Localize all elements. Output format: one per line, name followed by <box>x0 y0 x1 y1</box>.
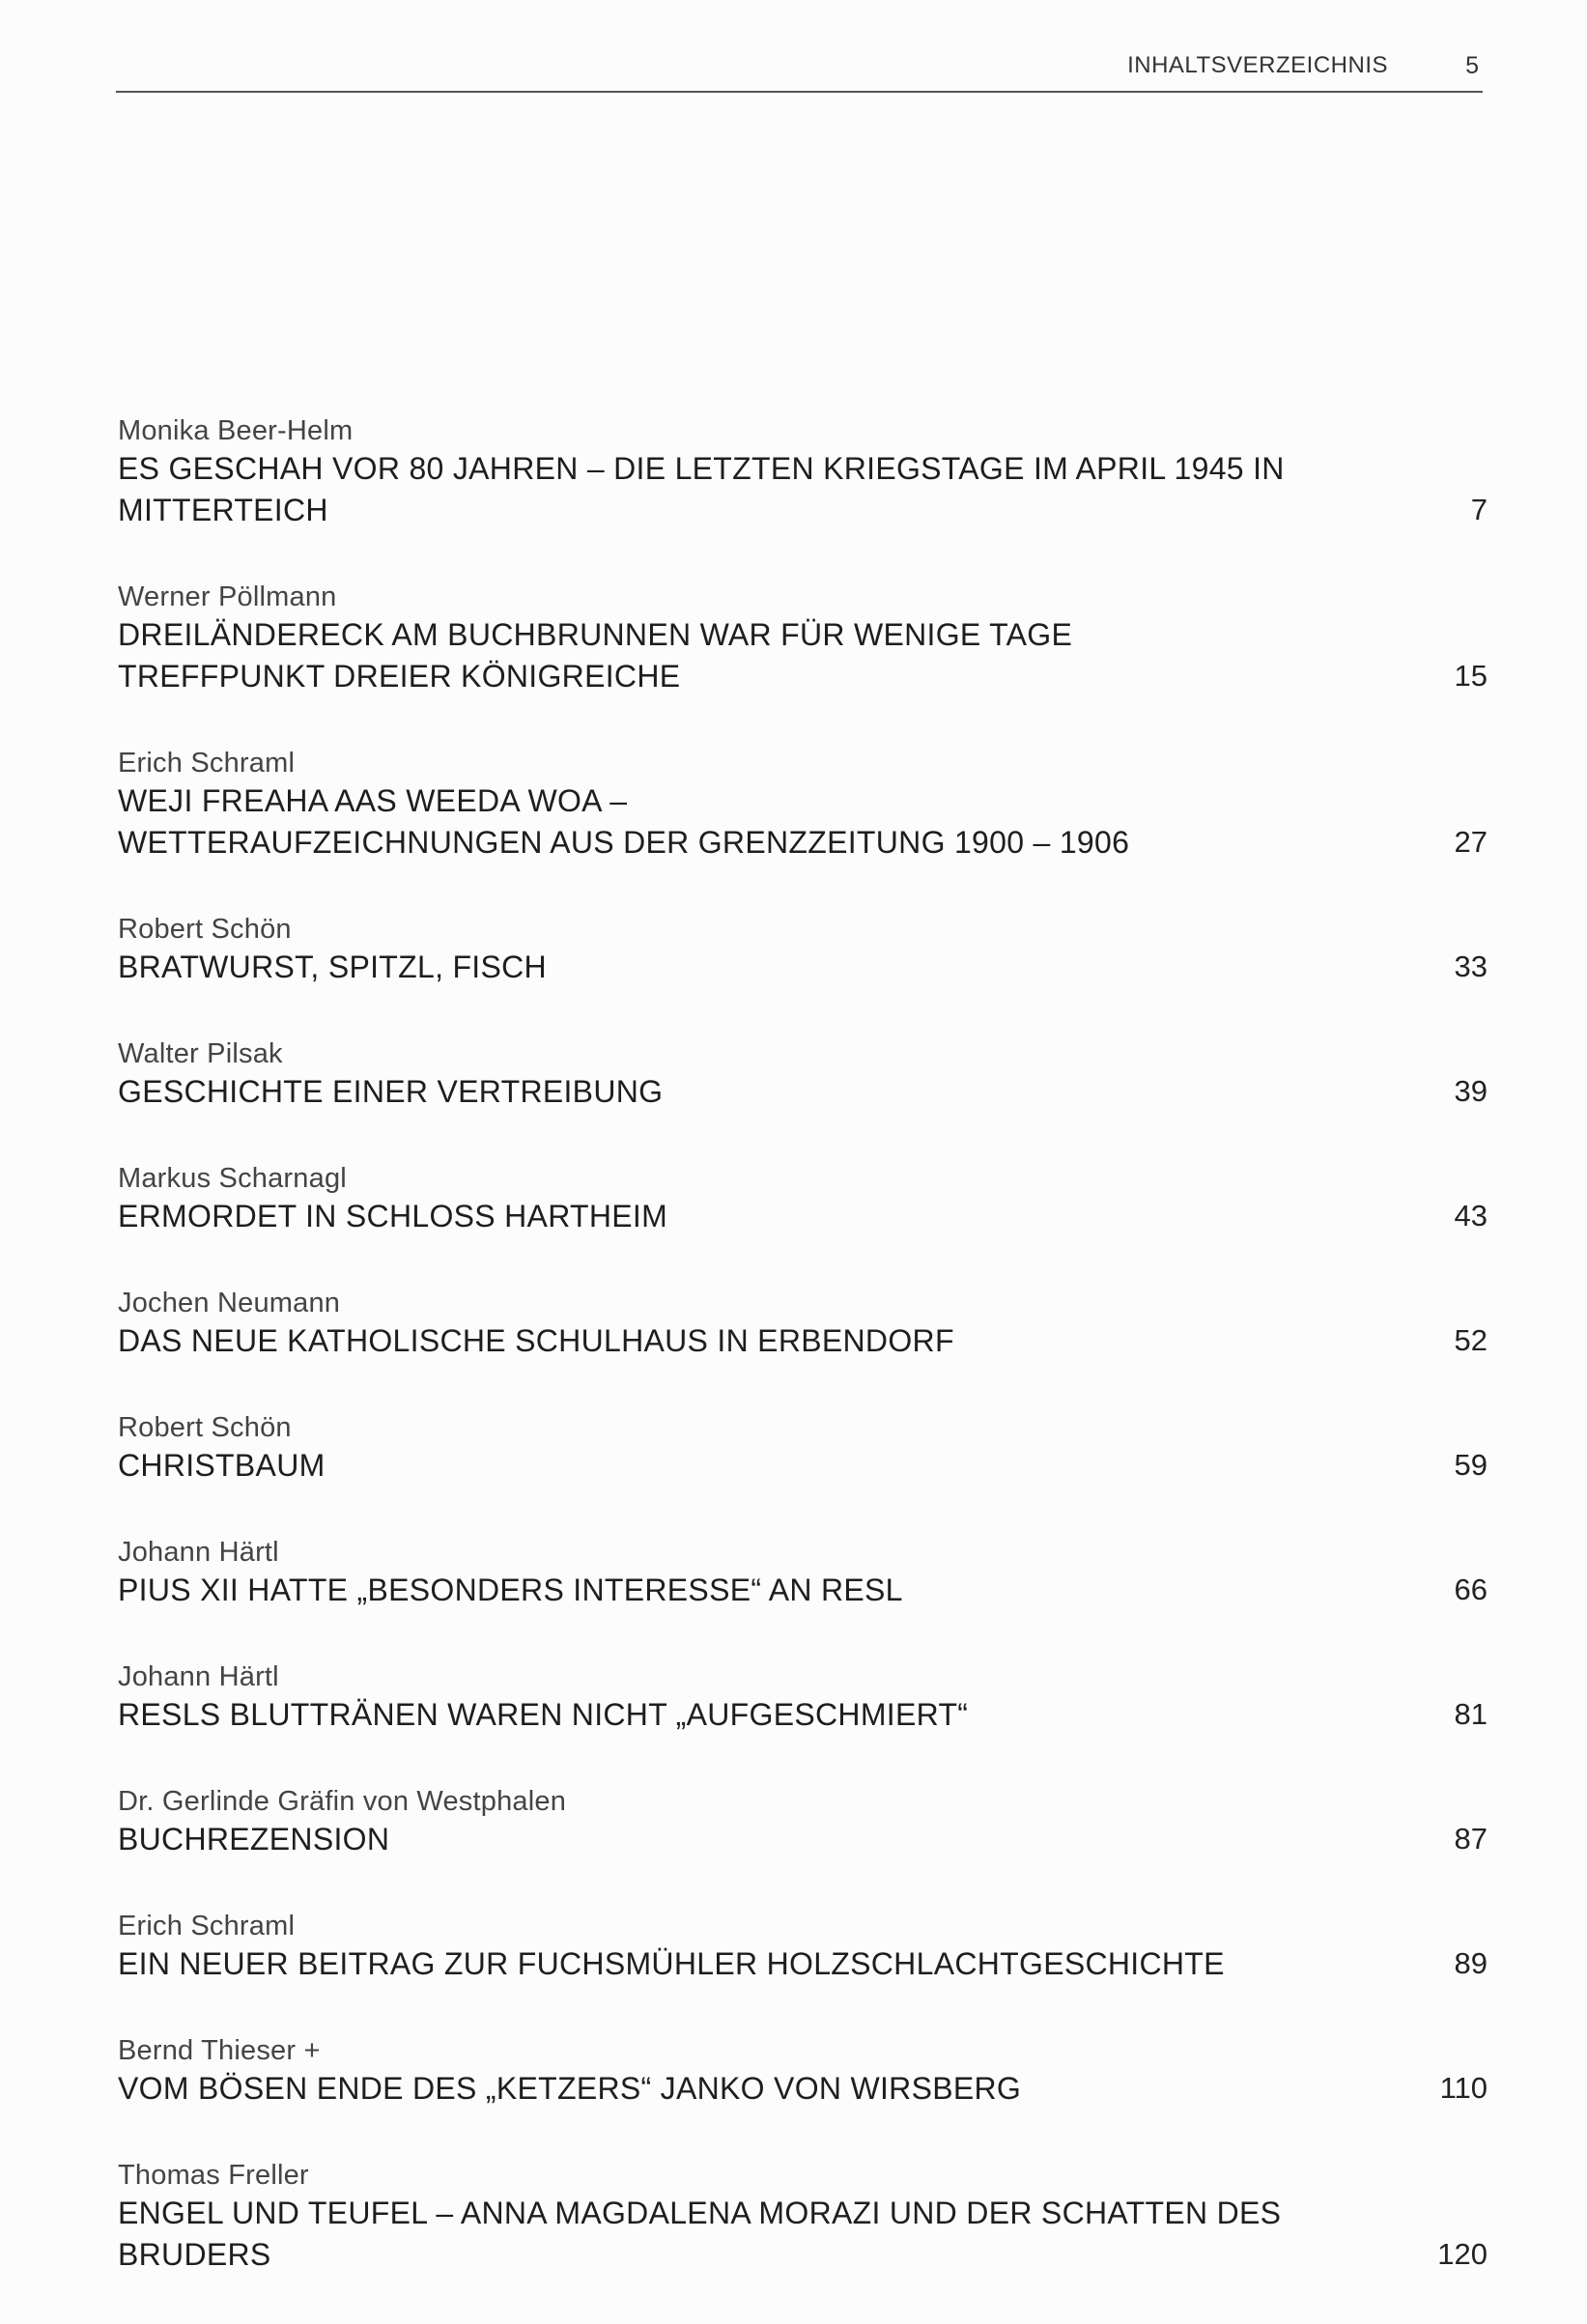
toc-entry-title-line: RESLS BLUTTRÄNEN WAREN NICHT „AUFGESCHMIERT“ <box>118 1697 969 1732</box>
toc-entry <box>118 2033 1488 2110</box>
toc-entry-page-number: 87 <box>1454 1822 1488 1856</box>
toc-entry-page-number: 27 <box>1454 825 1488 859</box>
toc-entry-title-line: WETTERAUFZEICHNUNGEN AUS DER GRENZZEITUNG 1900 – 1906 <box>118 825 1130 860</box>
toc-entry-title-block <box>118 614 1488 697</box>
toc-entry-title-block <box>118 1320 1488 1362</box>
toc-entry-title-line: BUCHREZENSION <box>118 1822 390 1856</box>
toc-entry-title-line: DAS NEUE KATHOLISCHE SCHULHAUS IN ERBENDORF <box>118 1323 954 1358</box>
toc-entry-title-block <box>118 1445 1488 1487</box>
toc-entry <box>118 1036 1488 1113</box>
toc-entry-page-number: 15 <box>1454 659 1488 693</box>
toc-entry-title-block <box>118 2068 1488 2110</box>
toc-entry-author: Johann Härtl <box>118 1661 279 1692</box>
toc-entry-author: Dr. Gerlinde Gräfin von Westphalen <box>118 1786 567 1817</box>
toc-entry-author: Markus Scharnagl <box>118 1163 347 1194</box>
toc-entry-title-block <box>118 2193 1488 2276</box>
toc-entry-author: Werner Pöllmann <box>118 581 337 612</box>
toc-entry-author: Robert Schön <box>118 1412 292 1443</box>
running-header <box>116 48 1483 93</box>
toc-entry-author: Johann Härtl <box>118 1537 279 1568</box>
toc-entry-page-number: 59 <box>1454 1448 1488 1482</box>
toc-entry-title-line: WEJI FREAHA AAS WEEDA WOA – <box>118 783 628 818</box>
toc-entry-title-line: GESCHICHTE EINER VERTREIBUNG <box>118 1074 664 1109</box>
running-header-page-number: 5 <box>1465 52 1479 79</box>
toc-entry-page-number: 66 <box>1454 1573 1488 1606</box>
toc-entry-page-number: 33 <box>1454 949 1488 983</box>
table-of-contents <box>118 413 1488 2324</box>
toc-entry-title-block <box>118 448 1488 531</box>
toc-entry <box>118 1535 1488 1611</box>
toc-entry-page-number: 81 <box>1454 1697 1488 1731</box>
toc-entry <box>118 912 1488 988</box>
toc-entry-title-block <box>118 1570 1488 1611</box>
toc-entry-title-line: VOM BÖSEN ENDE DES „KETZERS“ JANKO VON WIRSBERG <box>118 2071 1022 2106</box>
toc-entry-title-line: ES GESCHAH VOR 80 JAHREN – DIE LETZTEN KRIEGSTAGE IM APRIL 1945 IN MITTERTEICH <box>118 451 1285 527</box>
toc-entry-title-block <box>118 947 1488 988</box>
toc-entry <box>118 580 1488 697</box>
toc-entry-title-block <box>118 1071 1488 1113</box>
toc-entry-title-block <box>118 1819 1488 1860</box>
toc-entry-title-block <box>118 1694 1488 1736</box>
toc-entry-title-line: ERMORDET IN SCHLOSS HARTHEIM <box>118 1199 668 1233</box>
toc-entry-title-line: BRATWURST, SPITZL, FISCH <box>118 949 547 984</box>
toc-entry-page-number: 89 <box>1454 1946 1488 1980</box>
toc-entry <box>118 746 1488 864</box>
toc-entry <box>118 413 1488 531</box>
toc-entry-title-line: EIN NEUER BEITRAG ZUR FUCHSMÜHLER HOLZSCHLACHTGESCHICHTE <box>118 1946 1225 1981</box>
toc-entry <box>118 1161 1488 1237</box>
toc-entry-author: Erich Schraml <box>118 748 296 779</box>
toc-entry-title-line: ENGEL UND TEUFEL – ANNA MAGDALENA MORAZI UND DER SCHATTEN DES BRUDERS <box>118 2196 1282 2272</box>
toc-entry-author: Erich Schraml <box>118 1911 296 1941</box>
toc-entry-title-line: TREFFPUNKT DREIER KÖNIGREICHE <box>118 659 681 694</box>
toc-entry-page-number: 7 <box>1470 493 1488 526</box>
toc-entry <box>118 1286 1488 1362</box>
toc-entry-title-block <box>118 1196 1488 1237</box>
toc-entry-page-number: 120 <box>1437 2237 1488 2271</box>
toc-entry-title-block <box>118 1943 1488 1985</box>
toc-entry-author: Thomas Freller <box>118 2160 309 2191</box>
toc-entry-page-number: 110 <box>1439 2071 1488 2105</box>
toc-entry-page-number: 52 <box>1454 1323 1488 1357</box>
toc-entry-title-line: PIUS XII HATTE „BESONDERS INTERESSE“ AN RESL <box>118 1573 903 1607</box>
toc-entry <box>118 1784 1488 1860</box>
toc-entry <box>118 1659 1488 1736</box>
running-header-title: INHALTSVERZEICHNIS <box>1127 52 1388 78</box>
toc-entry-author: Monika Beer-Helm <box>118 415 354 446</box>
toc-entry-page-number: 39 <box>1454 1074 1488 1108</box>
toc-entry-page-number: 43 <box>1454 1199 1488 1233</box>
toc-entry-title-block <box>118 780 1488 864</box>
toc-entry-title-line: CHRISTBAUM <box>118 1448 326 1483</box>
toc-entry <box>118 1909 1488 1985</box>
toc-entry-author: Bernd Thieser + <box>118 2035 321 2066</box>
toc-entry-author: Jochen Neumann <box>118 1288 341 1318</box>
toc-entry <box>118 1410 1488 1487</box>
toc-entry-author: Robert Schön <box>118 914 292 945</box>
toc-entry-title-line: DREILÄNDERECK AM BUCHBRUNNEN WAR FÜR WENIGE TAGE <box>118 617 1073 652</box>
toc-entry-author: Walter Pilsak <box>118 1038 283 1069</box>
